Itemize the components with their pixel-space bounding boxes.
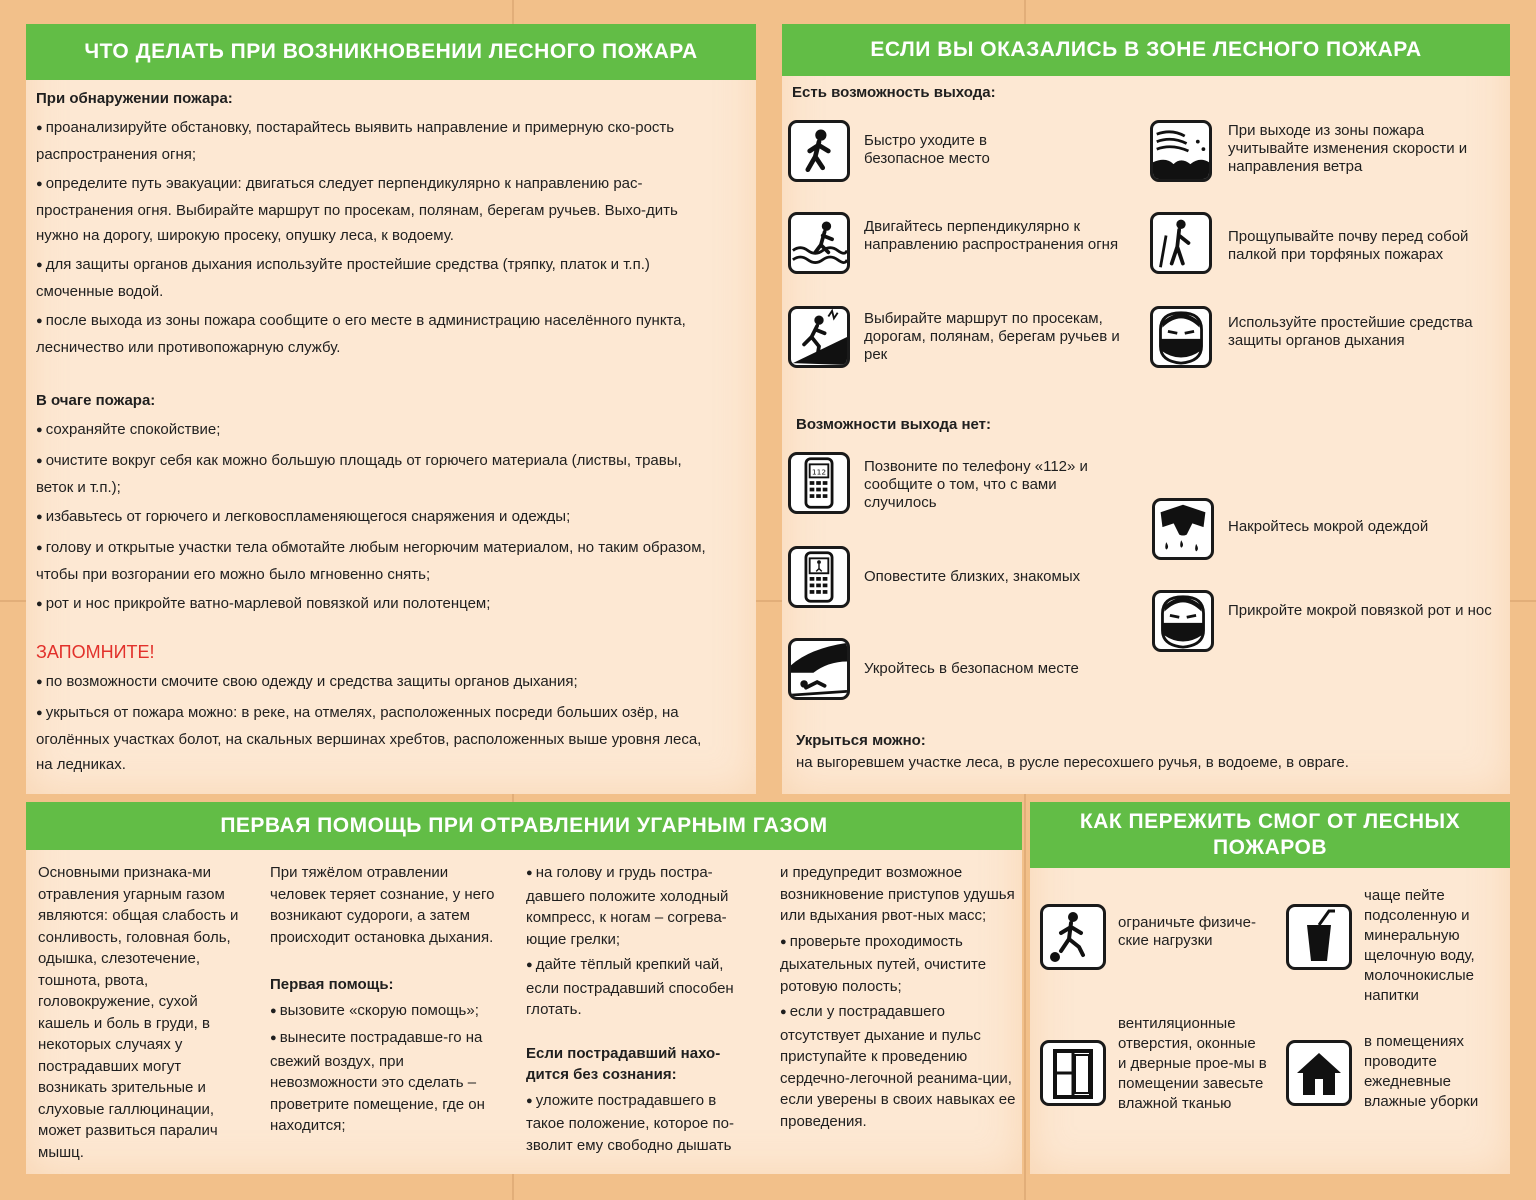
panel-title: КАК ПЕРЕЖИТЬ СМОГ ОТ ЛЕСНЫХ ПОЖАРОВ <box>1030 802 1510 868</box>
face-mask-icon <box>1150 306 1212 368</box>
list-item: ● дайте тёплый крепкий чай, если пострадавший способен глотать. <box>526 954 758 1021</box>
tip-text: в помещениях проводите ежедневные влажные уборки <box>1364 1033 1479 1110</box>
list-item: ● очистите вокруг себя как можно большую площадь от горючего материала (листвы, травы, веток и т.п.); <box>36 448 716 500</box>
wind-icon <box>1150 120 1212 182</box>
section-heading: Укрыться можно: <box>796 732 926 749</box>
symptoms-text: Основными признака-ми отравления угарным газом являются: общая слабость и сонливость, головная боль, одышка, слезотечение, тошнота, рвота, головокружение, сухой кашель и боль в груди, в некоторых случаях у пострадавших могут возникать зрительные и слуховые галлюцинации, может развиться паралич мышц. <box>38 864 239 1161</box>
instruction-text: При выходе из зоны пожара учитывайте изменения скорости и направления ветра <box>1228 122 1468 175</box>
first-aid-column <box>526 862 758 1160</box>
drinking-glass-icon <box>1286 904 1352 970</box>
panel-title: ЧТО ДЕЛАТЬ ПРИ ВОЗНИКНОВЕНИИ ЛЕСНОГО ПОЖАРА <box>26 24 756 80</box>
list-item: ● на голову и грудь постра-давшего положите холодный компресс, к ногам – согрева-ющие грелки; <box>526 862 758 950</box>
list-item: ● сохраняйте спокойствие; <box>36 417 716 444</box>
section-heading: В очаге пожара: <box>36 392 156 409</box>
instruction-text: Выбирайте маршрут по просекам, дорогам, полянам, берегам ручьев и рек <box>864 310 1120 363</box>
first-aid-column <box>780 862 1016 1136</box>
panel-title: ЕСЛИ ВЫ ОКАЗАЛИСЬ В ЗОНЕ ЛЕСНОГО ПОЖАРА <box>782 24 1510 76</box>
section-heading: Если пострадавший нахо-дится без сознания: <box>526 1044 721 1083</box>
panel-smog-survival <box>1030 802 1510 1174</box>
window-icon <box>1040 1040 1106 1106</box>
severe-poisoning-text: При тяжёлом отравлении человек теряет сознание, у него возникают судороги, а затем происходит остановка дыхания. <box>270 864 495 946</box>
panel-title: ПЕРВАЯ ПОМОЩЬ ПРИ ОТРАВЛЕНИИ УГАРНЫМ ГАЗОМ <box>26 802 1022 850</box>
tip-text: вентиляционные отверстия, оконные и дверные прое-мы в помещении завесьте влажной тканью <box>1118 1015 1267 1112</box>
tip-text: чаще пейте подсоленную и минеральную щелочную воду, молочнокислые напитки <box>1364 887 1475 1004</box>
instruction-text: Используйте простейшие средства защиты органов дыхания <box>1228 314 1473 349</box>
panel-forest-fire-actions <box>26 24 756 794</box>
list-item: ● вынесите пострадавше-го на свежий воздух, при невозможности это сделать – проветрите помещение, где он находится; <box>270 1027 502 1137</box>
list-item: ● рот и нос прикройте ватно-марлевой повязкой или полотенцем; <box>36 591 716 618</box>
remember-heading: ЗАПОМНИТЕ! <box>36 642 155 662</box>
tip-text: ограничьте физиче-ские нагрузки <box>1118 914 1256 949</box>
face-mask-icon <box>1152 590 1214 652</box>
list-item: ● избавьтесь от горючего и легковоспламеняющегося снаряжения и одежды; <box>36 504 716 531</box>
person-with-stick-icon <box>1150 212 1212 274</box>
instruction-text: Накройтесь мокрой одеждой <box>1228 518 1429 535</box>
list-item: ● по возможности смочите свою одежду и средства защиты органов дыхания; <box>36 669 716 696</box>
list-item: ● определите путь эвакуации: двигаться следует перпендикулярно к направлению рас-пространения огня. Выбирайте маршрут по просекам, полянам, берегам ручьев. Выхо-дить нужно на дорогу, широкую просеку, опушку леса, к водоему. <box>36 171 716 248</box>
instruction-text: Двигайтесь перпендикулярно к направлению распространения огня <box>864 218 1119 253</box>
first-aid-column <box>270 862 502 1141</box>
wading-person-icon <box>788 212 850 274</box>
walking-person-icon <box>788 120 850 182</box>
instruction-text: Позвоните по телефону «112» и сообщите о том, что с вами случилось <box>864 458 1088 511</box>
mobile-phone-person-icon <box>788 546 850 608</box>
instruction-text: Оповестите близких, знакомых <box>864 568 1081 585</box>
football-player-icon <box>1040 904 1106 970</box>
list-item: ● вызовите «скорую помощь»; <box>270 1000 502 1024</box>
mobile-phone-112-icon <box>788 452 850 514</box>
section-heading: Есть возможность выхода: <box>792 84 996 101</box>
symptoms-column <box>38 862 253 1167</box>
panel-in-fire-zone <box>782 24 1510 794</box>
shelter-places-text: на выгоревшем участке леса, в русле пересохшего ручья, в водоеме, в овраге. <box>796 754 1349 771</box>
house-icon <box>1286 1040 1352 1106</box>
continuation-text: и предупредит возможное возникновение приступов удушья или вдыхания рвот-ных масс; <box>780 864 1015 924</box>
list-item: ● проверьте проходимость дыхательных путей, очистите ротовую полость; <box>780 931 1016 998</box>
section-heading: При обнаружении пожара: <box>36 90 233 107</box>
list-item: ● голову и открытые участки тела обмотайте любым негорючим материалом, но таким образом, чтобы при возгорании его можно было мгновенно снять; <box>36 535 716 587</box>
svg-text:112: 112 <box>811 467 827 477</box>
fire-actions-text <box>36 86 716 781</box>
wet-clothes-icon <box>1152 498 1214 560</box>
list-item: ● проанализируйте обстановку, постарайтесь выявить направление и примерную ско-рость распространения огня; <box>36 115 716 167</box>
section-heading: Возможности выхода нет: <box>796 416 992 433</box>
panel-co-poisoning-first-aid <box>26 802 1022 1174</box>
instruction-text: Укройтесь в безопасном месте <box>864 660 1079 677</box>
instruction-text: Прощупывайте почву перед собой палкой при торфяных пожарах <box>1228 228 1469 263</box>
list-item: ● для защиты органов дыхания используйте простейшие средства (тряпку, платок и т.п.) смоченные водой. <box>36 252 716 304</box>
running-person-icon <box>788 306 850 368</box>
shelter-icon <box>788 638 850 700</box>
list-item: ● после выхода из зоны пожара сообщите о его месте в администрацию населённого пункта, лесничество или противопожарную службу. <box>36 308 716 360</box>
list-item: ● если у пострадавшего отсутствует дыхание и пульс приступайте к проведению сердечно-легочной реанима-ции, если уверены в своих навыках ее проведения. <box>780 1001 1016 1132</box>
list-item: ● укрыться от пожара можно: в реке, на отмелях, расположенных посреди больших озёр, на оголённых участках болот, на скальных вершинах хребтов, расположенных выше уровня леса, на ледниках. <box>36 700 716 777</box>
instruction-text: Быстро уходите в безопасное место <box>864 132 990 167</box>
instruction-text: Прикройте мокрой повязкой рот и нос <box>1228 602 1492 619</box>
list-item: ● уложите пострадавшего в такое положение, которое по-зволит ему свободно дышать <box>526 1090 758 1157</box>
section-heading: Первая помощь: <box>270 976 394 993</box>
